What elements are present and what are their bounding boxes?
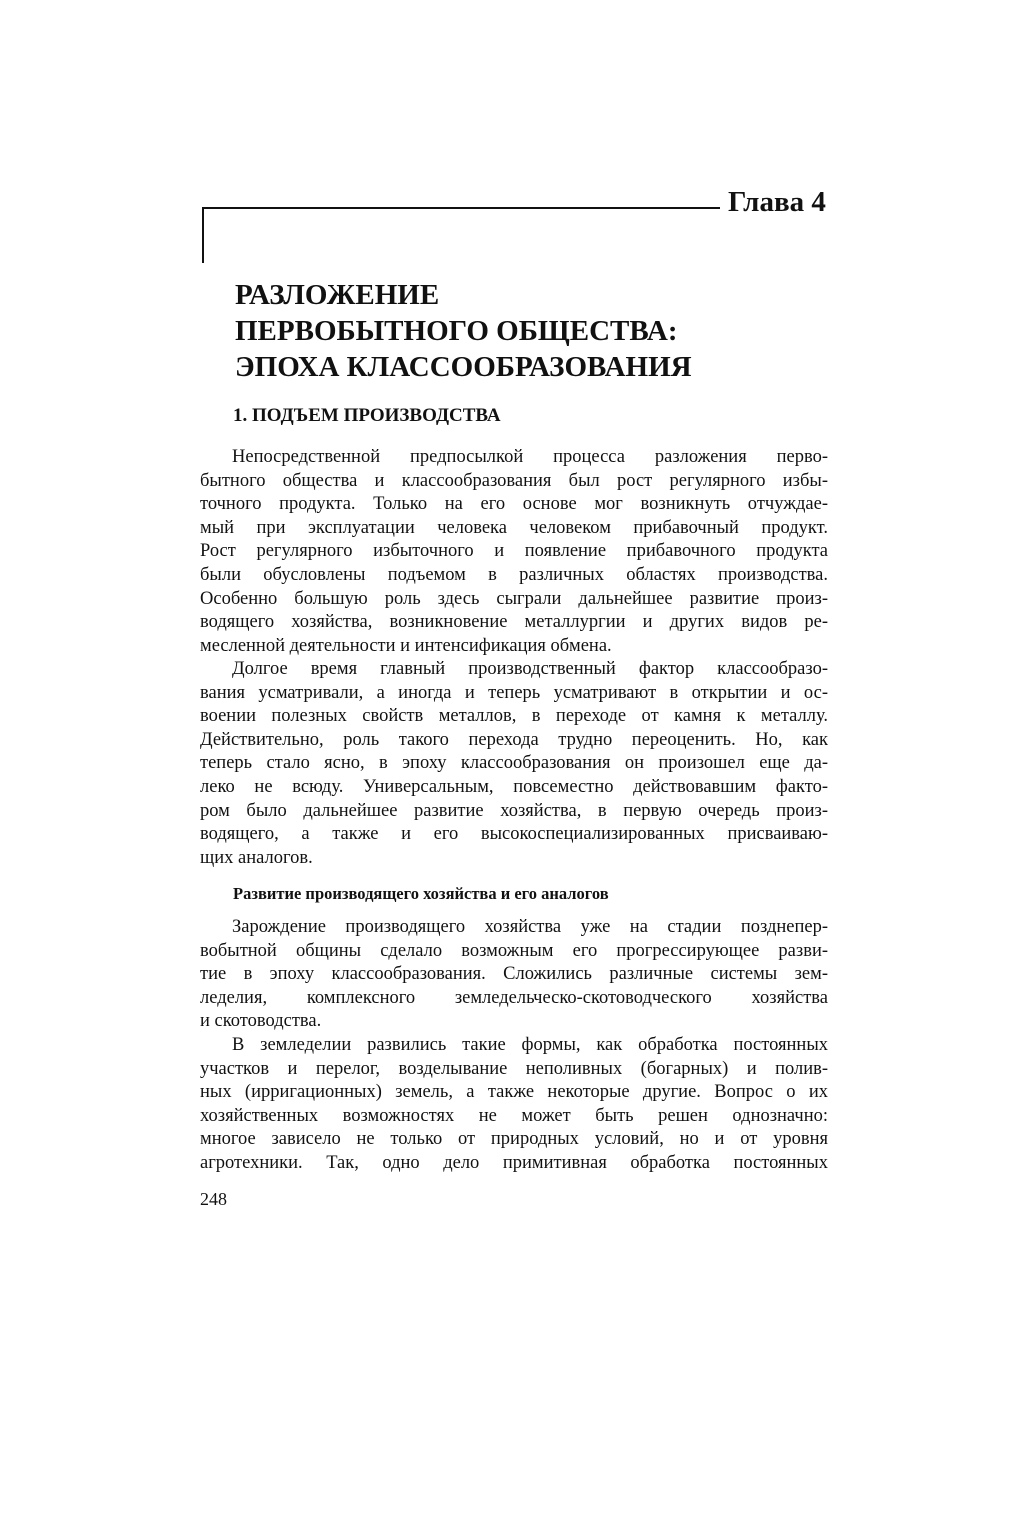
paragraph-line: ром было дальнейшее развитие хозяйства, в первую очередь произ- <box>200 800 828 821</box>
paragraph-line: Зарождение производящего хозяйства уже на стадии позднепер- <box>232 917 828 937</box>
paragraph-line: ных (ирригационных) земель, а также некоторые другие. Вопрос о их <box>200 1082 828 1103</box>
paragraph-line: участков и перелог, возделывание неполивных (богарных) и полив- <box>200 1058 828 1079</box>
paragraph-line: леко не всюду. Универсальным, повсеместно действовавшим факто- <box>200 776 828 797</box>
paragraph-line: вобытной общины сделало возможным его прогрессирующее разви- <box>200 940 828 961</box>
paragraph-line: месленной деятельности и интенсификация обмена. <box>200 635 612 656</box>
paragraph-line: Особенно большую роль здесь сыграли дальнейшее развитие произ- <box>200 588 828 609</box>
paragraph-line: водящего хозяйства, возникновение металлургии и других видов ре- <box>200 612 828 633</box>
paragraph-line: воении полезных свойств металлов, в переходе от камня к металлу. <box>200 706 828 727</box>
paragraph-line: Рост регулярного избыточного и появление прибавочного продукта <box>200 541 828 562</box>
paragraph-line: леделия, комплексного земледельческо-скотоводческого хозяйства <box>200 987 828 1008</box>
chapter-title-line: ПЕРВОБЫТНОГО ОБЩЕСТВА: <box>235 315 678 347</box>
paragraph-4 <box>200 1034 828 1176</box>
paragraph-line: В земледелии развились такие формы, как обработка постоянных <box>232 1035 828 1055</box>
chapter-title-line: РАЗЛОЖЕНИЕ <box>235 279 440 311</box>
paragraph-1 <box>200 446 828 658</box>
paragraph-line: точного продукта. Только на его основе мог возникнуть отчуждае- <box>200 494 828 515</box>
chapter-label: Глава 4 <box>728 186 826 218</box>
paragraph-line: Непосредственной предпосылкой процесса разложения перво- <box>232 447 828 467</box>
paragraph-line: были обусловлены подъемом в различных областях производства. <box>200 564 828 585</box>
chapter-rule-vertical <box>202 207 204 263</box>
paragraph-line: щих аналогов. <box>200 847 313 868</box>
subsection-heading: Развитие производящего хозяйства и его аналогов <box>233 884 609 903</box>
paragraph-line: вания усматривали, а иногда и теперь усматривают в открытии и ос- <box>200 682 828 703</box>
page-number: 248 <box>200 1189 227 1209</box>
paragraph-line: Действительно, роль такого перехода трудно переоценить. Но, как <box>200 729 828 750</box>
paragraph-line: тие в эпоху классообразования. Сложились различные системы зем- <box>200 964 828 985</box>
paragraph-line: и скотоводства. <box>200 1011 322 1032</box>
paragraph-line: водящего, а также и его высокоспециализированных присваиваю- <box>200 824 828 845</box>
paragraph-3 <box>200 916 828 1034</box>
paragraph-line: мый при эксплуатации человека человеком прибавочный продукт. <box>200 517 828 538</box>
paragraph-line: Долгое время главный производственный фактор классообразо- <box>232 659 828 679</box>
paragraph-line: многое зависело не только от природных условий, но и от уровня <box>200 1129 828 1150</box>
paragraph-line: хозяйственных возможностях не может быть решен однозначно: <box>200 1105 828 1126</box>
chapter-title-line: ЭПОХА КЛАССООБРАЗОВАНИЯ <box>235 351 692 383</box>
paragraph-2 <box>200 658 828 870</box>
chapter-title <box>235 277 835 385</box>
chapter-rule-horizontal <box>202 207 720 209</box>
section-heading: 1. ПОДЪЕМ ПРОИЗВОДСТВА <box>233 405 501 426</box>
paragraph-line: теперь стало ясно, в эпоху классообразования он произошел еще да- <box>200 753 828 774</box>
paragraph-line: агротехники. Так, одно дело примитивная обработка постоянных <box>200 1152 828 1173</box>
paragraph-line: бытного общества и классообразования был рост регулярного избы- <box>200 470 828 491</box>
